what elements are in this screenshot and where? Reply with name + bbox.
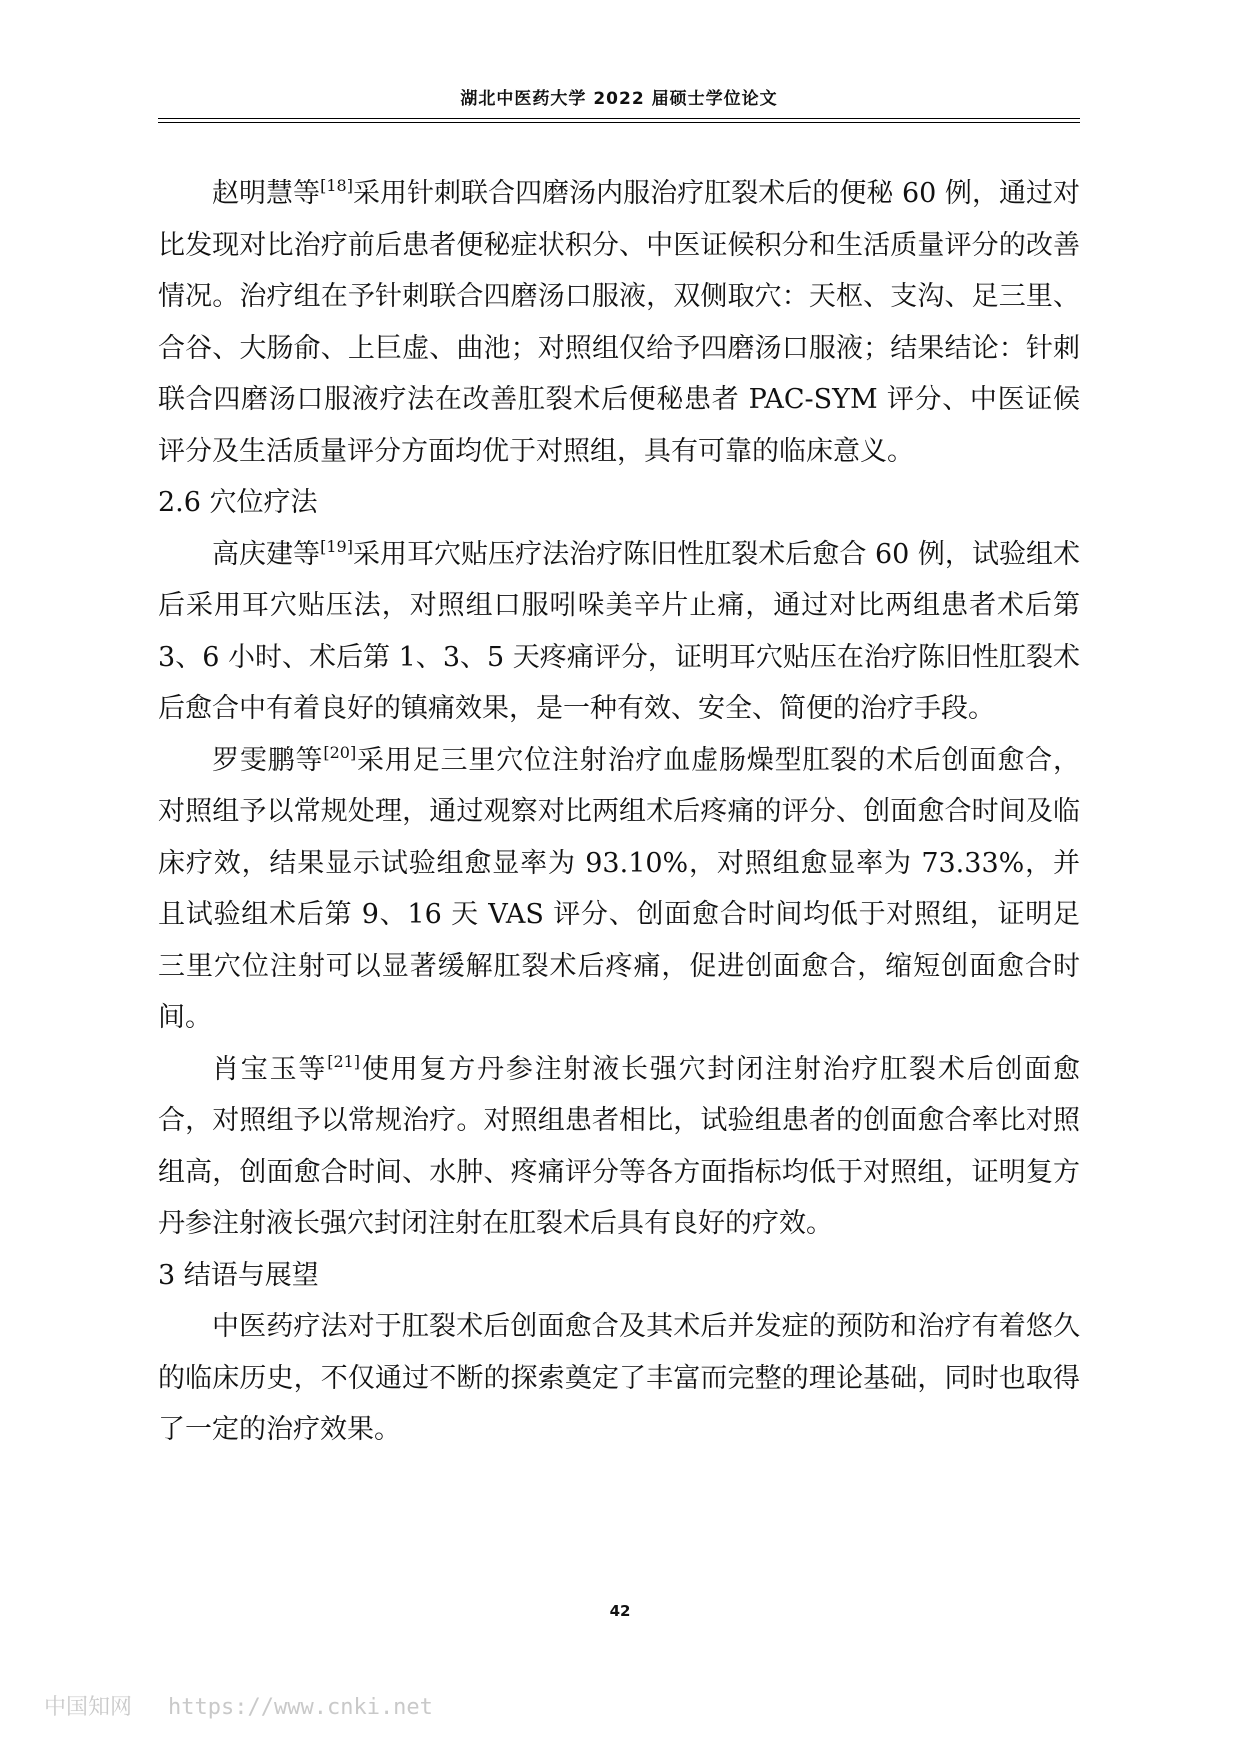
paragraph-zhao <box>158 168 1080 477</box>
header-rule-bottom <box>158 122 1080 123</box>
citation-ref: [20] <box>323 742 357 762</box>
page-number: 42 <box>609 1602 631 1620</box>
paragraph-gao <box>158 529 1080 735</box>
watermark-url: https://www.cnki.net <box>168 1695 433 1720</box>
paragraph-conclusion: 中医药疗法对于肛裂术后创面愈合及其术后并发症的预防和治疗有着悠久的临床历史，不仅通过不断的探索奠定了丰富而完整的理论基础，同时也取得了一定的治疗效果。 <box>158 1311 1080 1445</box>
author-lead: 肖宝玉等 <box>212 1053 328 1085</box>
paragraph-luo <box>158 735 1080 1044</box>
paragraph-xiao <box>158 1044 1080 1250</box>
author-lead: 罗雯鹏等 <box>212 744 324 776</box>
citation-ref: [21] <box>327 1051 361 1071</box>
paragraph-text: 采用耳穴贴压疗法治疗陈旧性肛裂术后愈合 60 例，试验组术后采用耳穴贴压法，对照组口服吲哚美辛片止痛，通过对比两组患者术后第 3、6 小时、术后第 1、3、5 天疼痛评分，证明耳穴贴压在治疗陈旧性肛裂术后愈合中有着良好的镇痛效果，是一种有效、安全、简便的治疗手段。 <box>158 538 1081 724</box>
header-rule-top <box>158 118 1080 119</box>
page-body <box>158 168 1080 1456</box>
cnki-watermark <box>44 1690 433 1721</box>
author-lead: 高庆建等 <box>212 538 321 570</box>
watermark-site: 中国知网 <box>44 1695 133 1720</box>
section-heading-2-6: 2.6 穴位疗法 <box>158 487 318 518</box>
citation-ref: [19] <box>320 536 353 556</box>
paragraph-text: 采用针刺联合四磨汤内服治疗肛裂术后的便秘 60 例，通过对比发现对比治疗前后患者便秘症状积分、中医证候积分和生活质量评分的改善情况。治疗组在予针刺联合四磨汤口服液，双侧取穴：天枢、支沟、足三里、合谷、大肠俞、上巨虚、曲池；对照组仅给予四磨汤口服液；结果结论：针刺联合四磨汤口服液疗法在改善肛裂术后便秘患者 PAC-SYM 评分、中医证候评分及生活质量评分方面均优于对照组，具有可靠的临床意义。 <box>158 178 1081 467</box>
paragraph-text: 采用足三里穴位注射治疗血虚肠燥型肛裂的术后创面愈合，对照组予以常规处理，通过观察对比两组术后疼痛的评分、创面愈合时间及临床疗效，结果显示试验组愈显率为 93.10%，对照组愈显率为 73.33%，并且试验组术后第 9、16 天 VAS 评分、创面愈合时间均低于对照组，证明足三里穴位注射可以显著缓解肛裂术后疼痛，促进创面愈合，缩短创面愈合时间。 <box>158 744 1081 1033</box>
section-heading-3: 3 结语与展望 <box>158 1259 319 1291</box>
paragraph-text: 使用复方丹参注射液长强穴封闭注射治疗肛裂术后创面愈合，对照组予以常规治疗。对照组患者相比，试验组患者的创面愈合率比对照组高，创面愈合时间、水肿、疼痛评分等各方面指标均低于对照组，证明复方丹参注射液长强穴封闭注射在肛裂术后具有良好的疗效。 <box>158 1053 1081 1239</box>
author-lead: 赵明慧等 <box>212 178 321 209</box>
running-header: 湖北中医药大学 2022 届硕士学位论文 <box>460 89 778 109</box>
citation-ref: [18] <box>320 175 353 195</box>
